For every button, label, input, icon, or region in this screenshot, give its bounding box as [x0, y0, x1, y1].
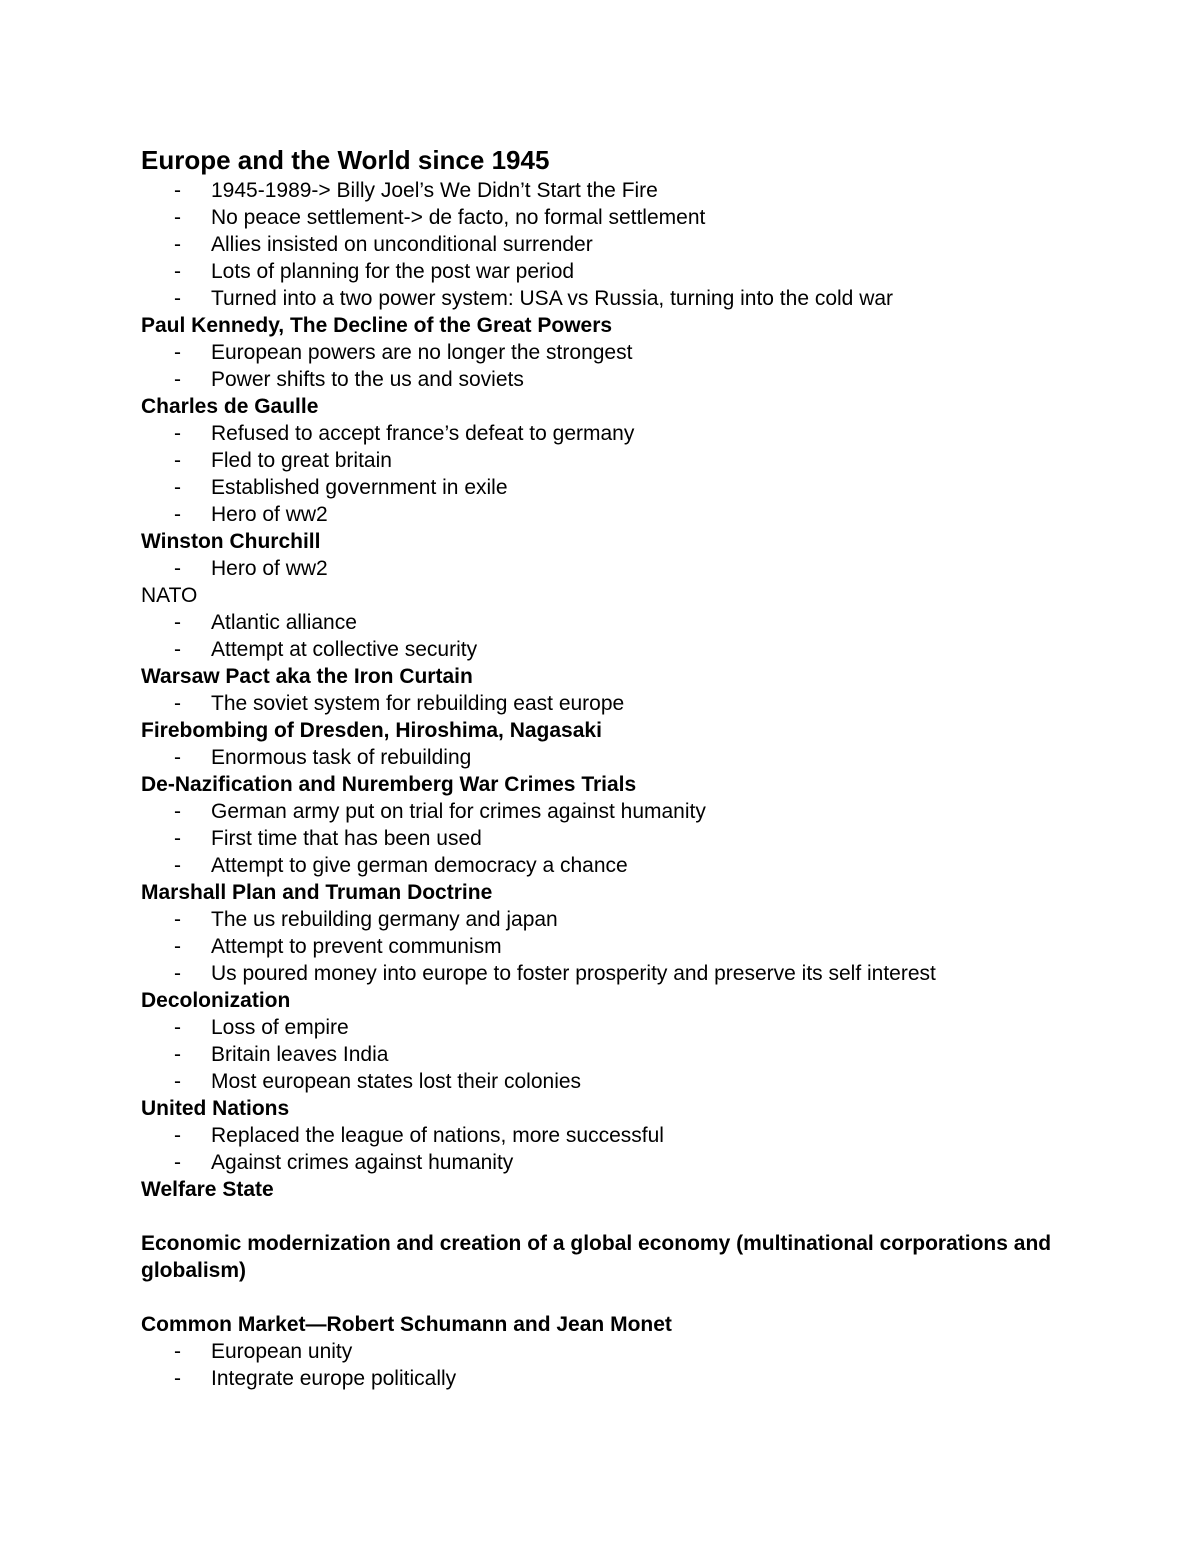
- section-heading: Economic modernization and creation of a global economy (multinational corporations and globalism): [141, 1232, 1052, 1282]
- note-section: [141, 663, 1131, 717]
- bullet-item: [141, 798, 1131, 825]
- dash-bullet-icon: -: [174, 368, 181, 391]
- section-heading: Decolonization: [141, 989, 291, 1012]
- bullet-list: [141, 906, 1131, 987]
- bullet-text: Enormous task of rebuilding: [211, 746, 472, 769]
- notes-body: [141, 177, 1131, 1392]
- bullet-item: [141, 744, 1131, 771]
- dash-bullet-icon: -: [174, 449, 181, 472]
- dash-bullet-icon: -: [174, 908, 181, 931]
- bullet-text: Turned into a two power system: USA vs Russia, turning into the cold war: [211, 287, 894, 310]
- bullet-text: Integrate europe politically: [211, 1367, 457, 1390]
- bullet-item: [141, 366, 1131, 393]
- section-heading: Charles de Gaulle: [141, 395, 319, 418]
- bullet-item: [141, 285, 1131, 312]
- bullet-text: Hero of ww2: [211, 503, 328, 526]
- bullet-item: [141, 231, 1131, 258]
- note-section: [141, 528, 1131, 582]
- dash-bullet-icon: -: [174, 800, 181, 823]
- bullet-list: [141, 609, 1131, 663]
- bullet-item: [141, 555, 1131, 582]
- dash-bullet-icon: -: [174, 935, 181, 958]
- note-section: [141, 771, 1131, 879]
- bullet-list: [141, 1338, 1131, 1392]
- dash-bullet-icon: -: [174, 476, 181, 499]
- note-section: [141, 1311, 1131, 1392]
- section-heading: De-Nazification and Nuremberg War Crimes Trials: [141, 773, 637, 796]
- bullet-item: [141, 339, 1131, 366]
- note-section: [141, 1176, 1131, 1230]
- section-heading: Winston Churchill: [141, 530, 321, 553]
- bullet-text: Replaced the league of nations, more successful: [211, 1124, 664, 1147]
- dash-bullet-icon: -: [174, 287, 181, 310]
- bullet-text: Atlantic alliance: [211, 611, 357, 634]
- bullet-item: [141, 906, 1131, 933]
- note-section: [141, 312, 1131, 393]
- dash-bullet-icon: -: [174, 746, 181, 769]
- dash-bullet-icon: -: [174, 557, 181, 580]
- dash-bullet-icon: -: [174, 827, 181, 850]
- note-section: [141, 1230, 1131, 1311]
- bullet-item: [141, 258, 1131, 285]
- section-heading: Paul Kennedy, The Decline of the Great Powers: [141, 314, 613, 337]
- bullet-list: [141, 690, 1131, 717]
- bullet-text: Hero of ww2: [211, 557, 328, 580]
- bullet-text: The soviet system for rebuilding east europe: [211, 692, 625, 715]
- dash-bullet-icon: -: [174, 1340, 181, 1363]
- bullet-item: [141, 1041, 1131, 1068]
- note-section: [141, 582, 1131, 663]
- bullet-item: [141, 690, 1131, 717]
- bullet-item: [141, 420, 1131, 447]
- bullet-list: [141, 177, 1131, 312]
- note-section: [141, 987, 1131, 1095]
- bullet-list: [141, 1014, 1131, 1095]
- bullet-text: Attempt to prevent communism: [211, 935, 502, 958]
- bullet-text: Against crimes against humanity: [211, 1151, 514, 1174]
- bullet-list: [141, 798, 1131, 879]
- bullet-text: Most european states lost their colonies: [211, 1070, 582, 1093]
- bullet-list: [141, 1122, 1131, 1176]
- section-heading: Warsaw Pact aka the Iron Curtain: [141, 665, 473, 688]
- document-page: [141, 143, 1131, 1392]
- section-heading: NATO: [141, 584, 198, 607]
- dash-bullet-icon: -: [174, 1367, 181, 1390]
- dash-bullet-icon: -: [174, 179, 181, 202]
- bullet-list: [141, 744, 1131, 771]
- bullet-item: [141, 1149, 1131, 1176]
- dash-bullet-icon: -: [174, 1070, 181, 1093]
- bullet-text: Attempt to give german democracy a chance: [211, 854, 628, 877]
- dash-bullet-icon: -: [174, 341, 181, 364]
- bullet-list: [141, 555, 1131, 582]
- bullet-item: [141, 609, 1131, 636]
- bullet-item: [141, 474, 1131, 501]
- dash-bullet-icon: -: [174, 233, 181, 256]
- bullet-item: [141, 1365, 1131, 1392]
- document-title: Europe and the World since 1945: [141, 145, 550, 175]
- dash-bullet-icon: -: [174, 1043, 181, 1066]
- bullet-item: [141, 825, 1131, 852]
- dash-bullet-icon: -: [174, 260, 181, 283]
- bullet-text: Us poured money into europe to foster prosperity and preserve its self interest: [211, 962, 936, 985]
- bullet-list: [141, 420, 1131, 528]
- bullet-item: [141, 204, 1131, 231]
- section-heading: Firebombing of Dresden, Hiroshima, Nagasaki: [141, 719, 602, 742]
- dash-bullet-icon: -: [174, 638, 181, 661]
- bullet-item: [141, 636, 1131, 663]
- note-section: [141, 393, 1131, 528]
- dash-bullet-icon: -: [174, 1124, 181, 1147]
- blank-line: [141, 1203, 1131, 1230]
- section-heading: United Nations: [141, 1097, 290, 1120]
- bullet-text: German army put on trial for crimes against humanity: [211, 800, 706, 823]
- bullet-text: 1945-1989-> Billy Joel’s We Didn’t Start the Fire: [211, 179, 658, 202]
- section-heading: Welfare State: [141, 1178, 274, 1201]
- note-section: [141, 1095, 1131, 1176]
- bullet-list: [141, 339, 1131, 393]
- bullet-text: Britain leaves India: [211, 1043, 389, 1066]
- bullet-item: [141, 1338, 1131, 1365]
- blank-line: [141, 1284, 1131, 1311]
- dash-bullet-icon: -: [174, 611, 181, 634]
- bullet-text: First time that has been used: [211, 827, 482, 850]
- bullet-text: Attempt at collective security: [211, 638, 478, 661]
- bullet-item: [141, 933, 1131, 960]
- bullet-item: [141, 177, 1131, 204]
- bullet-text: Power shifts to the us and soviets: [211, 368, 524, 391]
- bullet-item: [141, 1014, 1131, 1041]
- dash-bullet-icon: -: [174, 692, 181, 715]
- bullet-text: Loss of empire: [211, 1016, 349, 1039]
- dash-bullet-icon: -: [174, 422, 181, 445]
- dash-bullet-icon: -: [174, 854, 181, 877]
- bullet-text: Lots of planning for the post war period: [211, 260, 575, 283]
- dash-bullet-icon: -: [174, 1016, 181, 1039]
- bullet-item: [141, 960, 1131, 987]
- note-section: [141, 717, 1131, 771]
- bullet-item: [141, 447, 1131, 474]
- dash-bullet-icon: -: [174, 206, 181, 229]
- bullet-text: Allies insisted on unconditional surrender: [211, 233, 593, 256]
- dash-bullet-icon: -: [174, 1151, 181, 1174]
- bullet-text: Fled to great britain: [211, 449, 392, 472]
- note-section: [141, 177, 1131, 312]
- section-heading: Common Market—Robert Schumann and Jean Monet: [141, 1313, 672, 1336]
- bullet-text: Established government in exile: [211, 476, 508, 499]
- section-heading: Marshall Plan and Truman Doctrine: [141, 881, 493, 904]
- bullet-text: European powers are no longer the strongest: [211, 341, 633, 364]
- note-section: [141, 879, 1131, 987]
- bullet-item: [141, 852, 1131, 879]
- bullet-text: The us rebuilding germany and japan: [211, 908, 558, 931]
- dash-bullet-icon: -: [174, 503, 181, 526]
- bullet-text: No peace settlement-> de facto, no formal settlement: [211, 206, 706, 229]
- dash-bullet-icon: -: [174, 962, 181, 985]
- bullet-item: [141, 1122, 1131, 1149]
- bullet-text: Refused to accept france’s defeat to germany: [211, 422, 635, 445]
- bullet-item: [141, 1068, 1131, 1095]
- bullet-text: European unity: [211, 1340, 353, 1363]
- bullet-item: [141, 501, 1131, 528]
